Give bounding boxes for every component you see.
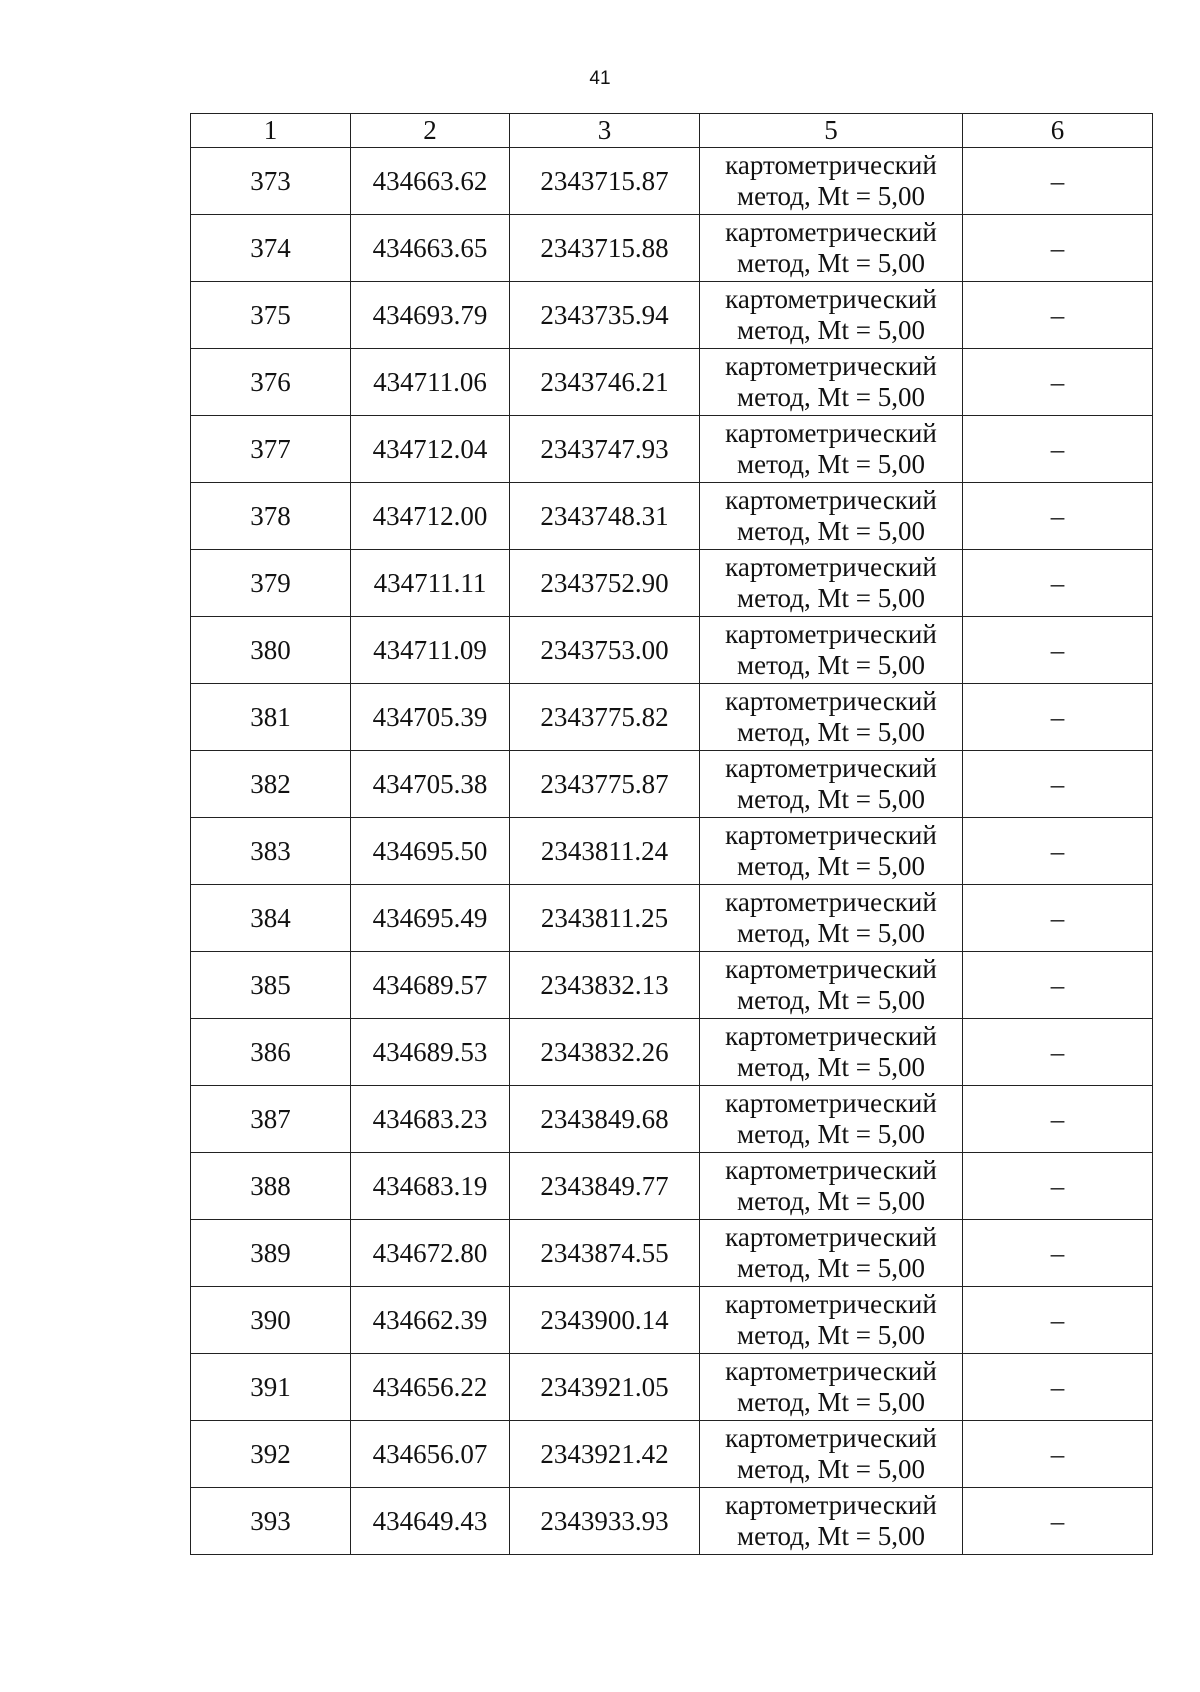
x-coordinate-cell: 434683.23 [351, 1086, 510, 1153]
point-number-cell: 387 [191, 1086, 351, 1153]
note-cell: – [963, 684, 1153, 751]
table-row [191, 349, 1153, 416]
table-row [191, 215, 1153, 282]
method-cell: картометрический метод, Mt = 5,00 [700, 1019, 963, 1086]
method-cell: картометрический метод, Mt = 5,00 [700, 1220, 963, 1287]
point-number-cell: 383 [191, 818, 351, 885]
note-cell: – [963, 885, 1153, 952]
table-row [191, 1421, 1153, 1488]
y-coordinate-cell: 2343747.93 [510, 416, 700, 483]
table-row [191, 1488, 1153, 1555]
x-coordinate-cell: 434695.50 [351, 818, 510, 885]
column-header-5: 5 [700, 114, 963, 148]
table-row [191, 952, 1153, 1019]
point-number-cell: 391 [191, 1354, 351, 1421]
x-coordinate-cell: 434711.11 [351, 550, 510, 617]
header-row [191, 114, 1153, 148]
method-cell: картометрический метод, Mt = 5,00 [700, 349, 963, 416]
note-cell: – [963, 1086, 1153, 1153]
table-body [191, 148, 1153, 1555]
column-header-2: 2 [351, 114, 510, 148]
x-coordinate-cell: 434712.04 [351, 416, 510, 483]
point-number-cell: 376 [191, 349, 351, 416]
x-coordinate-cell: 434695.49 [351, 885, 510, 952]
y-coordinate-cell: 2343921.42 [510, 1421, 700, 1488]
method-cell: картометрический метод, Mt = 5,00 [700, 282, 963, 349]
y-coordinate-cell: 2343900.14 [510, 1287, 700, 1354]
y-coordinate-cell: 2343811.24 [510, 818, 700, 885]
table-row [191, 416, 1153, 483]
method-cell: картометрический метод, Mt = 5,00 [700, 818, 963, 885]
method-cell: картометрический метод, Mt = 5,00 [700, 1153, 963, 1220]
y-coordinate-cell: 2343832.26 [510, 1019, 700, 1086]
y-coordinate-cell: 2343849.77 [510, 1153, 700, 1220]
table-header [191, 114, 1153, 148]
x-coordinate-cell: 434683.19 [351, 1153, 510, 1220]
column-header-3: 3 [510, 114, 700, 148]
note-cell: – [963, 483, 1153, 550]
point-number-cell: 373 [191, 148, 351, 215]
table-row [191, 1019, 1153, 1086]
x-coordinate-cell: 434711.06 [351, 349, 510, 416]
y-coordinate-cell: 2343753.00 [510, 617, 700, 684]
method-cell: картометрический метод, Mt = 5,00 [700, 1086, 963, 1153]
note-cell: – [963, 215, 1153, 282]
point-number-cell: 382 [191, 751, 351, 818]
table-row [191, 885, 1153, 952]
x-coordinate-cell: 434656.22 [351, 1354, 510, 1421]
y-coordinate-cell: 2343832.13 [510, 952, 700, 1019]
point-number-cell: 378 [191, 483, 351, 550]
x-coordinate-cell: 434689.53 [351, 1019, 510, 1086]
table-row [191, 282, 1153, 349]
method-cell: картометрический метод, Mt = 5,00 [700, 1287, 963, 1354]
point-number-cell: 377 [191, 416, 351, 483]
x-coordinate-cell: 434672.80 [351, 1220, 510, 1287]
table-row [191, 1153, 1153, 1220]
y-coordinate-cell: 2343775.82 [510, 684, 700, 751]
method-cell: картометрический метод, Mt = 5,00 [700, 617, 963, 684]
method-cell: картометрический метод, Mt = 5,00 [700, 751, 963, 818]
table-row [191, 550, 1153, 617]
note-cell: – [963, 1421, 1153, 1488]
y-coordinate-cell: 2343752.90 [510, 550, 700, 617]
x-coordinate-cell: 434693.79 [351, 282, 510, 349]
y-coordinate-cell: 2343775.87 [510, 751, 700, 818]
method-cell: картометрический метод, Mt = 5,00 [700, 550, 963, 617]
method-cell: картометрический метод, Mt = 5,00 [700, 1354, 963, 1421]
x-coordinate-cell: 434663.62 [351, 148, 510, 215]
table-row [191, 148, 1153, 215]
x-coordinate-cell: 434662.39 [351, 1287, 510, 1354]
point-number-cell: 386 [191, 1019, 351, 1086]
method-cell: картометрический метод, Mt = 5,00 [700, 1421, 963, 1488]
note-cell: – [963, 751, 1153, 818]
y-coordinate-cell: 2343811.25 [510, 885, 700, 952]
method-cell: картометрический метод, Mt = 5,00 [700, 952, 963, 1019]
point-number-cell: 388 [191, 1153, 351, 1220]
y-coordinate-cell: 2343874.55 [510, 1220, 700, 1287]
y-coordinate-cell: 2343715.87 [510, 148, 700, 215]
table-row [191, 617, 1153, 684]
method-cell: картометрический метод, Mt = 5,00 [700, 483, 963, 550]
y-coordinate-cell: 2343735.94 [510, 282, 700, 349]
page-number: 41 [589, 68, 611, 89]
note-cell: – [963, 1287, 1153, 1354]
x-coordinate-cell: 434705.39 [351, 684, 510, 751]
note-cell: – [963, 349, 1153, 416]
note-cell: – [963, 1488, 1153, 1555]
table-row [191, 751, 1153, 818]
point-number-cell: 385 [191, 952, 351, 1019]
y-coordinate-cell: 2343748.31 [510, 483, 700, 550]
method-cell: картометрический метод, Mt = 5,00 [700, 885, 963, 952]
point-number-cell: 392 [191, 1421, 351, 1488]
column-header-1: 1 [191, 114, 351, 148]
note-cell: – [963, 1220, 1153, 1287]
method-cell: картометрический метод, Mt = 5,00 [700, 416, 963, 483]
x-coordinate-cell: 434705.38 [351, 751, 510, 818]
x-coordinate-cell: 434711.09 [351, 617, 510, 684]
column-header-6: 6 [963, 114, 1153, 148]
x-coordinate-cell: 434663.65 [351, 215, 510, 282]
y-coordinate-cell: 2343921.05 [510, 1354, 700, 1421]
y-coordinate-cell: 2343746.21 [510, 349, 700, 416]
point-number-cell: 390 [191, 1287, 351, 1354]
table-row [191, 818, 1153, 885]
note-cell: – [963, 617, 1153, 684]
table-row [191, 1086, 1153, 1153]
table-row [191, 684, 1153, 751]
note-cell: – [963, 1354, 1153, 1421]
y-coordinate-cell: 2343715.88 [510, 215, 700, 282]
note-cell: – [963, 952, 1153, 1019]
x-coordinate-cell: 434712.00 [351, 483, 510, 550]
table-row [191, 1354, 1153, 1421]
note-cell: – [963, 282, 1153, 349]
point-number-cell: 384 [191, 885, 351, 952]
method-cell: картометрический метод, Mt = 5,00 [700, 684, 963, 751]
x-coordinate-cell: 434689.57 [351, 952, 510, 1019]
method-cell: картометрический метод, Mt = 5,00 [700, 215, 963, 282]
note-cell: – [963, 148, 1153, 215]
note-cell: – [963, 818, 1153, 885]
note-cell: – [963, 1153, 1153, 1220]
x-coordinate-cell: 434656.07 [351, 1421, 510, 1488]
point-number-cell: 375 [191, 282, 351, 349]
y-coordinate-cell: 2343849.68 [510, 1086, 700, 1153]
note-cell: – [963, 416, 1153, 483]
point-number-cell: 393 [191, 1488, 351, 1555]
table-row [191, 483, 1153, 550]
point-number-cell: 374 [191, 215, 351, 282]
table-row [191, 1287, 1153, 1354]
method-cell: картометрический метод, Mt = 5,00 [700, 148, 963, 215]
point-number-cell: 381 [191, 684, 351, 751]
coordinates-table [190, 113, 1153, 1555]
point-number-cell: 379 [191, 550, 351, 617]
note-cell: – [963, 1019, 1153, 1086]
method-cell: картометрический метод, Mt = 5,00 [700, 1488, 963, 1555]
x-coordinate-cell: 434649.43 [351, 1488, 510, 1555]
point-number-cell: 389 [191, 1220, 351, 1287]
table-row [191, 1220, 1153, 1287]
point-number-cell: 380 [191, 617, 351, 684]
y-coordinate-cell: 2343933.93 [510, 1488, 700, 1555]
note-cell: – [963, 550, 1153, 617]
